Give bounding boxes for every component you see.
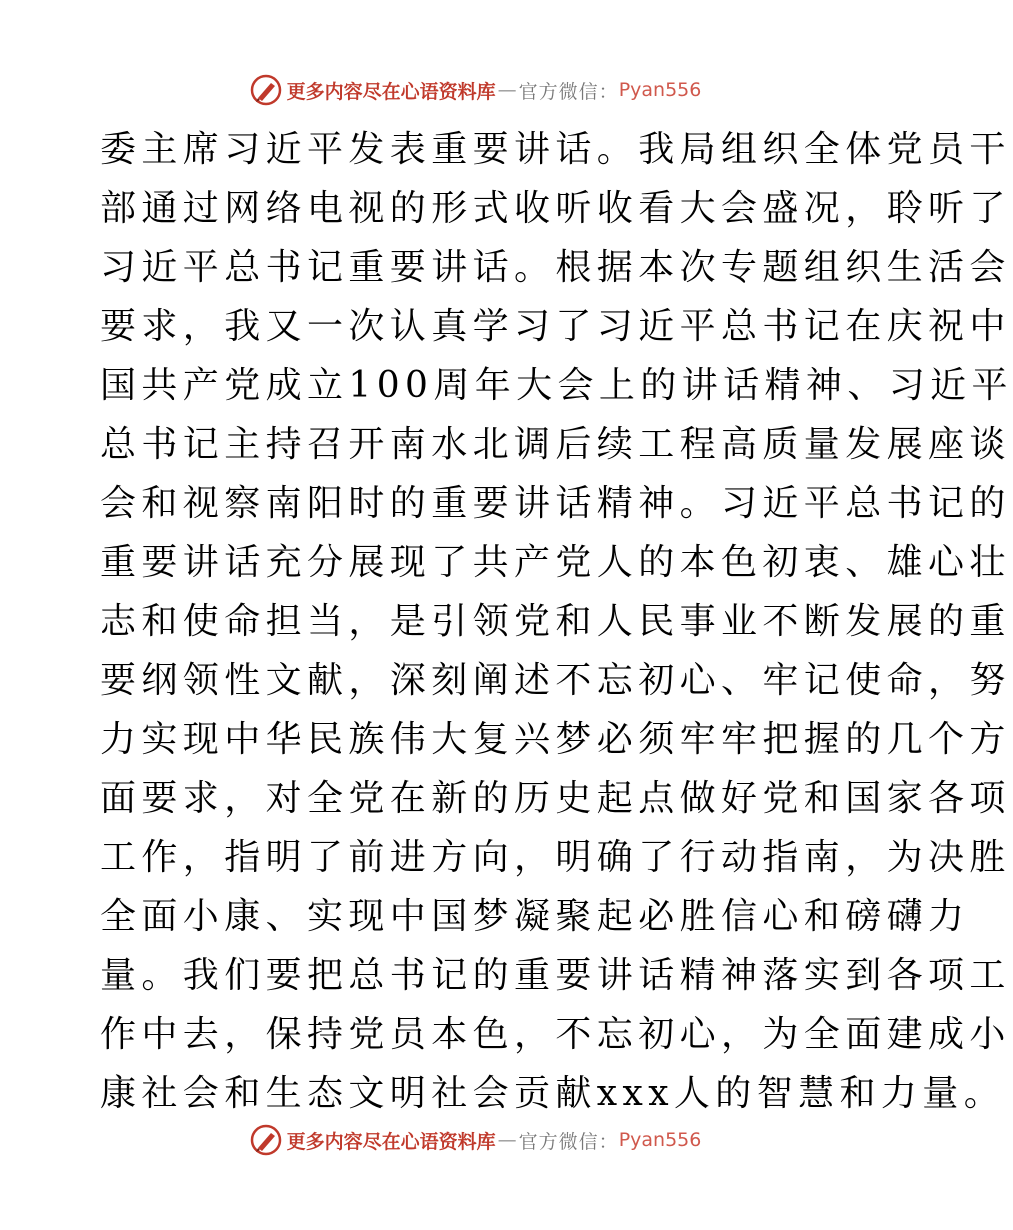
body-line: 作中去，保持党员本色，不忘初心，为全面建成小 [100, 1014, 1011, 1055]
body-line: 工作，指明了前进方向，明确了行动指南，为决胜 [100, 837, 1011, 878]
watermark-wechat-id: Pyan556 [618, 79, 702, 101]
body-line: 会和视察南阳时的重要讲话精神。习近平总书记的 [100, 483, 1011, 524]
header-watermark [0, 70, 950, 110]
body-line: 力实现中华民族伟大复兴梦必须牢牢把握的几个方 [100, 719, 1011, 760]
document-body [100, 120, 1013, 1123]
pen-logo-icon [249, 1123, 283, 1157]
footer-watermark [0, 1120, 950, 1160]
body-line: 面要求，对全党在新的历史起点做好党和国家各项 [100, 778, 1011, 819]
body-line: 康社会和生态文明社会贡献xxx人的智慧和力量。 [100, 1073, 1006, 1114]
watermark-dash: — [497, 79, 517, 101]
watermark-dash: — [497, 1129, 517, 1151]
body-line: 重要讲话充分展现了共产党人的本色初衷、雄心壮 [100, 542, 1011, 583]
body-line: 总书记主持召开南水北调后续工程高质量发展座谈 [100, 424, 1011, 465]
body-line: 全面小康、实现中国梦凝聚起必胜信心和磅礴力 [100, 896, 970, 937]
watermark-site-text: 更多内容尽在心语资料库 [286, 1130, 496, 1153]
pen-logo-icon [249, 73, 283, 107]
watermark-label: 官方微信： [518, 1130, 619, 1153]
watermark-wechat-id: Pyan556 [618, 1129, 702, 1151]
body-line: 志和使命担当，是引领党和人民事业不断发展的重 [100, 601, 1011, 642]
body-line: 要纲领性文献，深刻阐述不忘初心、牢记使命，努 [100, 660, 1011, 701]
watermark-label: 官方微信： [518, 80, 619, 103]
body-line: 国共产党成立100周年大会上的讲话精神、习近平 [100, 365, 1013, 406]
watermark-site-text: 更多内容尽在心语资料库 [286, 80, 496, 103]
body-line: 量。我们要把总书记的重要讲话精神落实到各项工 [100, 955, 1011, 996]
body-line: 习近平总书记重要讲话。根据本次专题组织生活会 [100, 247, 1011, 288]
body-line: 委主席习近平发表重要讲话。我局组织全体党员干 [100, 129, 1011, 170]
body-line: 部通过网络电视的形式收听收看大会盛况，聆听了 [100, 188, 1011, 229]
body-line: 要求，我又一次认真学习了习近平总书记在庆祝中 [100, 306, 1011, 347]
